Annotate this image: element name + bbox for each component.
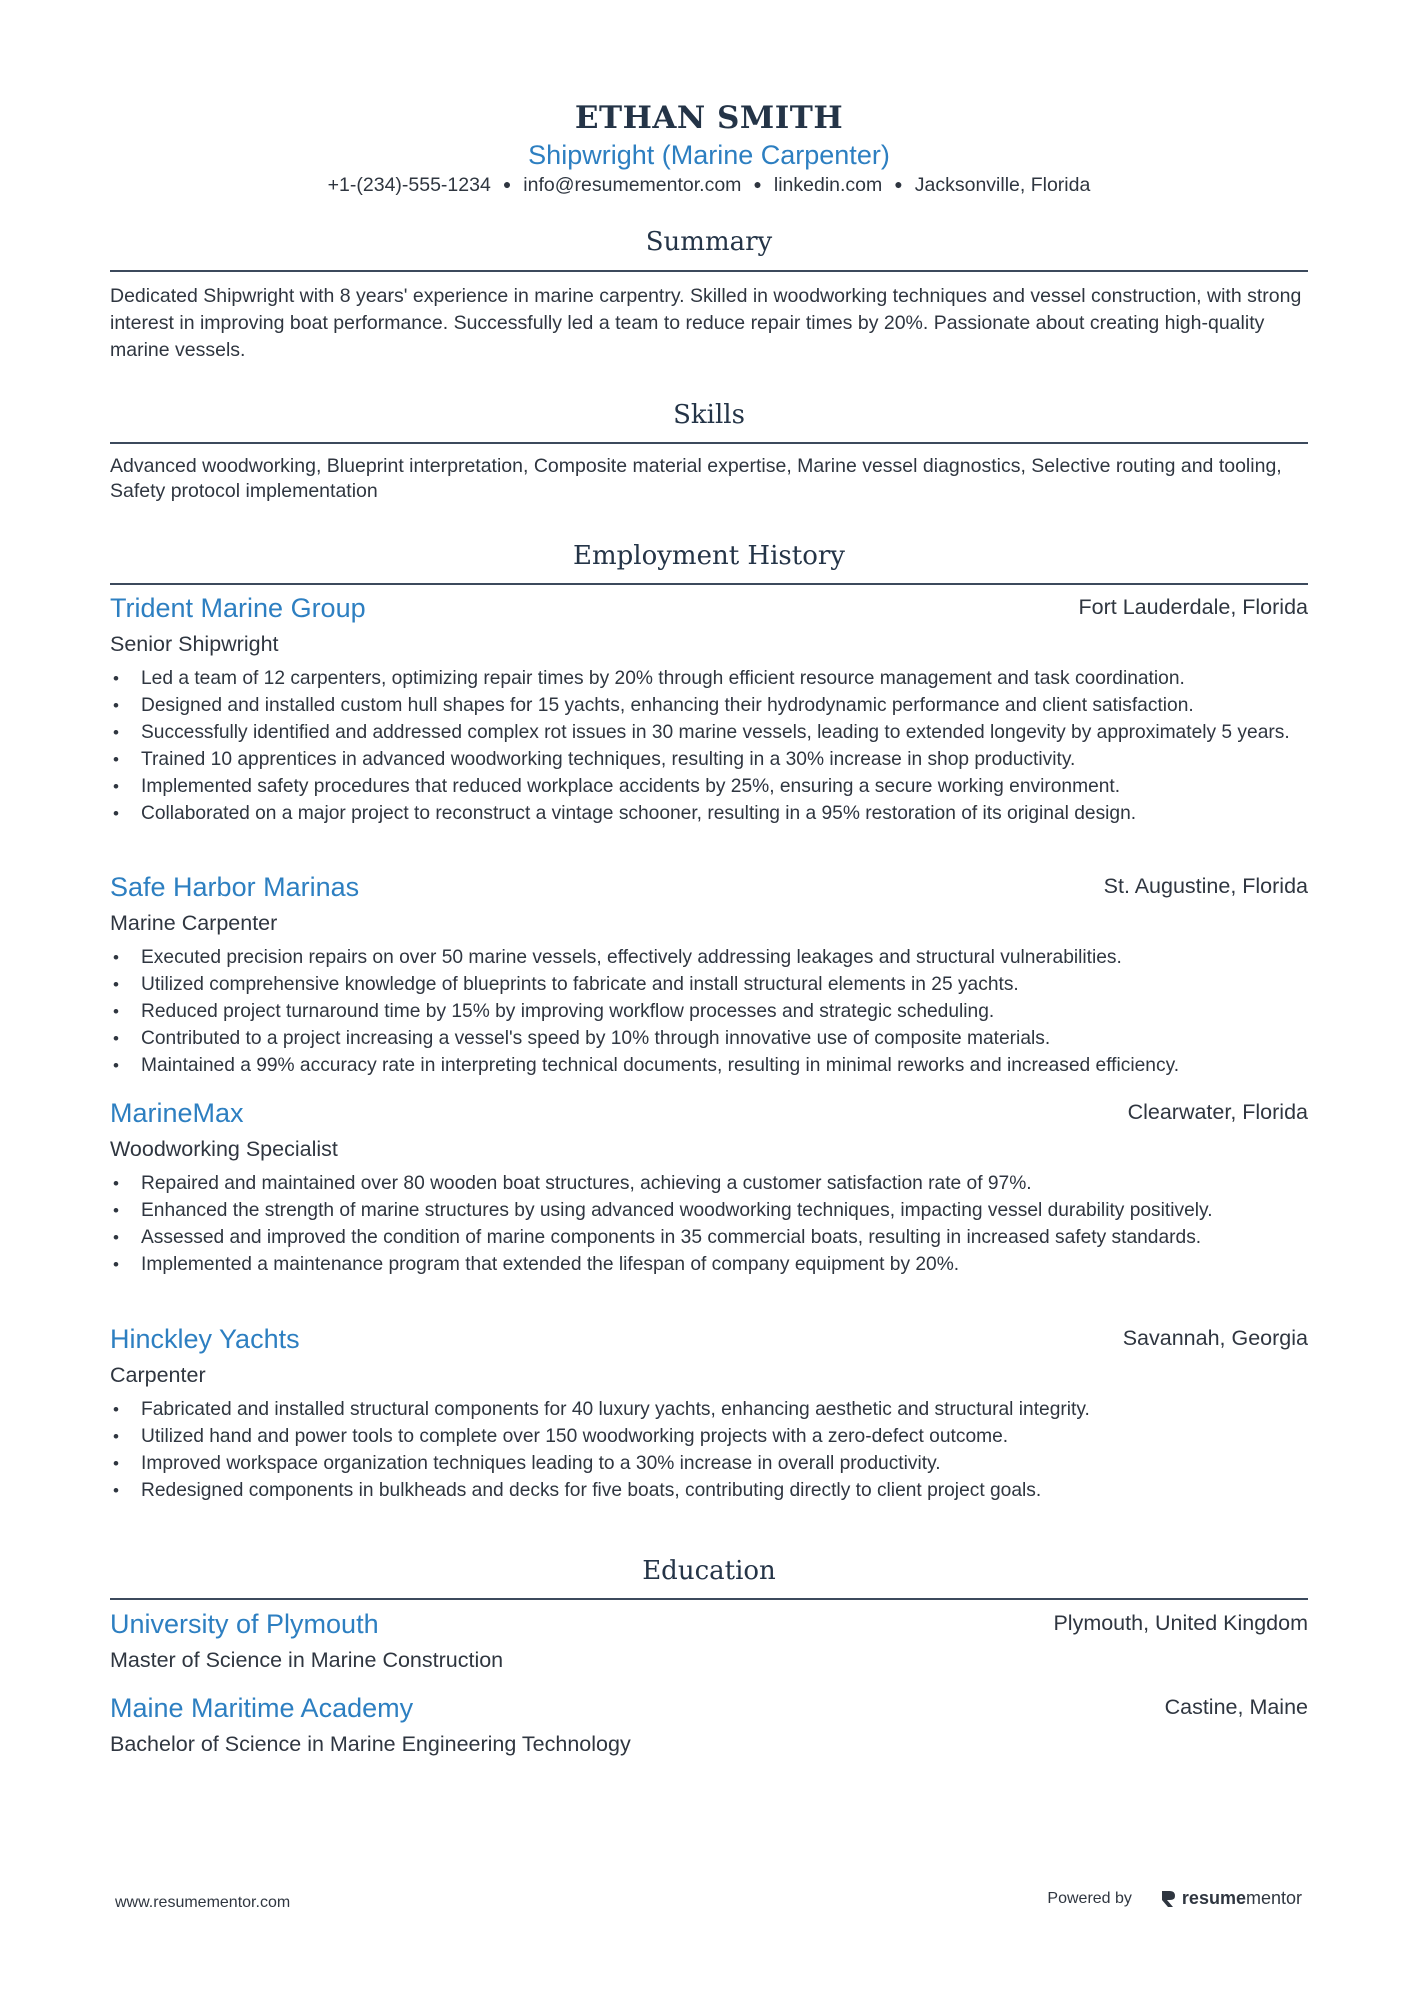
company-name: MarineMax	[110, 1098, 244, 1128]
employment-heading: Employment History	[573, 541, 845, 571]
separator-dot: ●	[502, 176, 512, 192]
job-bullets	[110, 665, 1308, 827]
job-entry	[110, 1098, 1308, 1278]
resumementor-logo-icon	[1160, 1889, 1177, 1909]
email-link[interactable]: info@resumementor.com	[523, 174, 742, 196]
job-entry	[110, 872, 1308, 1079]
list-item: • Collaborated on a major project to reconstruct a vintage schooner, resulting in a 95% restoration of its original design.	[110, 800, 1308, 827]
job-title: Shipwright (Marine Carpenter)	[528, 140, 890, 170]
job-role: Woodworking Specialist	[110, 1137, 338, 1161]
summary-text: Dedicated Shipwright with 8 years' experience in marine carpentry. Skilled in woodworking techniques and vessel construction, with strong interest in improving boat performance. Successfully led a team to reduce repair times by 20%. Passionate about creating high-quality marine vessels.	[110, 285, 1302, 361]
skills-heading: Skills	[673, 400, 745, 430]
company-name: Hinckley Yachts	[110, 1324, 300, 1354]
skills-text: Advanced woodworking, Blueprint interpretation, Composite material expertise, Marine vessel diagnostics, Selective routing and tooling, Safety protocol implementation	[110, 455, 1282, 502]
job-location: Fort Lauderdale, Florida	[1078, 595, 1308, 619]
section-divider	[110, 1598, 1308, 1600]
list-item: • Repaired and maintained over 80 wooden boat structures, achieving a customer satisfaction rate of 97%.	[110, 1170, 1308, 1197]
summary-heading: Summary	[645, 227, 773, 257]
separator-dot: ●	[753, 176, 762, 192]
job-role: Marine Carpenter	[110, 911, 278, 935]
brand-logo[interactable]	[1160, 1888, 1302, 1909]
job-bullets	[110, 944, 1308, 1079]
section-divider	[110, 583, 1308, 585]
degree-text: Master of Science in Marine Construction	[110, 1648, 504, 1672]
school-name: University of Plymouth	[110, 1609, 379, 1639]
list-item: • Improved workspace organization techniques leading to a 30% increase in overall productivity.	[110, 1450, 1308, 1477]
list-item: • Utilized comprehensive knowledge of blueprints to fabricate and install structural elements in 25 yachts.	[110, 971, 1308, 998]
job-entry	[110, 593, 1308, 827]
education-heading: Education	[642, 1556, 776, 1586]
powered-by-text: Powered by	[1047, 1889, 1132, 1907]
list-item: • Enhanced the strength of marine structures by using advanced woodworking techniques, impacting vessel durability positively.	[110, 1197, 1308, 1224]
school-location: Plymouth, United Kingdom	[1053, 1611, 1308, 1635]
location-text: Jacksonville, Florida	[914, 174, 1091, 196]
list-item: • Maintained a 99% accuracy rate in interpreting technical documents, resulting in minimal reworks and increased efficiency.	[110, 1052, 1308, 1079]
brand-name-bold: resume	[1181, 1888, 1246, 1908]
list-item: • Implemented safety procedures that reduced workplace accidents by 25%, ensuring a secure working environment.	[110, 773, 1308, 800]
list-item: • Implemented a maintenance program that extended the lifespan of company equipment by 20%.	[110, 1251, 1308, 1278]
contact-line	[110, 174, 1308, 197]
footer-branding	[1047, 1888, 1302, 1909]
list-item: • Trained 10 apprentices in advanced woodworking techniques, resulting in a 30% increase in shop productivity.	[110, 746, 1308, 773]
job-bullets	[110, 1170, 1308, 1278]
company-name: Trident Marine Group	[110, 593, 366, 623]
phone-number: +1-(234)-555-1234	[327, 174, 491, 196]
school-location: Castine, Maine	[1164, 1695, 1308, 1719]
list-item: • Designed and installed custom hull shapes for 15 yachts, enhancing their hydrodynamic performance and client satisfaction.	[110, 692, 1308, 719]
degree-text: Bachelor of Science in Marine Engineering Technology	[110, 1732, 631, 1756]
job-entry	[110, 1324, 1308, 1504]
list-item: • Fabricated and installed structural components for 40 luxury yachts, enhancing aesthetic and structural integrity.	[110, 1396, 1308, 1423]
section-divider	[110, 442, 1308, 444]
brand-name-light: mentor	[1245, 1888, 1302, 1908]
list-item: • Successfully identified and addressed complex rot issues in 30 marine vessels, leading to extended longevity by approximately 5 years.	[110, 719, 1308, 746]
job-bullets	[110, 1396, 1308, 1504]
list-item: • Redesigned components in bulkheads and decks for five boats, contributing directly to client project goals.	[110, 1477, 1308, 1504]
list-item: • Executed precision repairs on over 50 marine vessels, effectively addressing leakages and structural vulnerabilities.	[110, 944, 1308, 971]
list-item: • Reduced project turnaround time by 15% by improving workflow processes and strategic scheduling.	[110, 998, 1308, 1025]
list-item: • Contributed to a project increasing a vessel's speed by 10% through innovative use of composite materials.	[110, 1025, 1308, 1052]
list-item: • Led a team of 12 carpenters, optimizing repair times by 20% through efficient resource management and task coordination.	[110, 665, 1308, 692]
separator-dot: ●	[894, 176, 903, 192]
job-location: Savannah, Georgia	[1122, 1326, 1308, 1350]
linkedin-link[interactable]: linkedin.com	[773, 174, 883, 196]
job-location: St. Augustine, Florida	[1103, 874, 1308, 898]
footer-website-link[interactable]: www.resumementor.com	[115, 1894, 291, 1911]
section-divider	[110, 270, 1308, 272]
school-name: Maine Maritime Academy	[110, 1693, 414, 1723]
education-entry	[110, 1609, 1308, 1677]
company-name: Safe Harbor Marinas	[110, 872, 360, 902]
job-role: Carpenter	[110, 1363, 206, 1387]
job-location: Clearwater, Florida	[1127, 1100, 1308, 1124]
candidate-name: ETHAN SMITH	[574, 100, 844, 136]
list-item: • Assessed and improved the condition of marine components in 35 commercial boats, resulting in increased safety standards.	[110, 1224, 1308, 1251]
list-item: • Utilized hand and power tools to complete over 150 woodworking projects with a zero-defect outcome.	[110, 1423, 1308, 1450]
job-role: Senior Shipwright	[110, 632, 279, 656]
education-entry	[110, 1693, 1308, 1761]
